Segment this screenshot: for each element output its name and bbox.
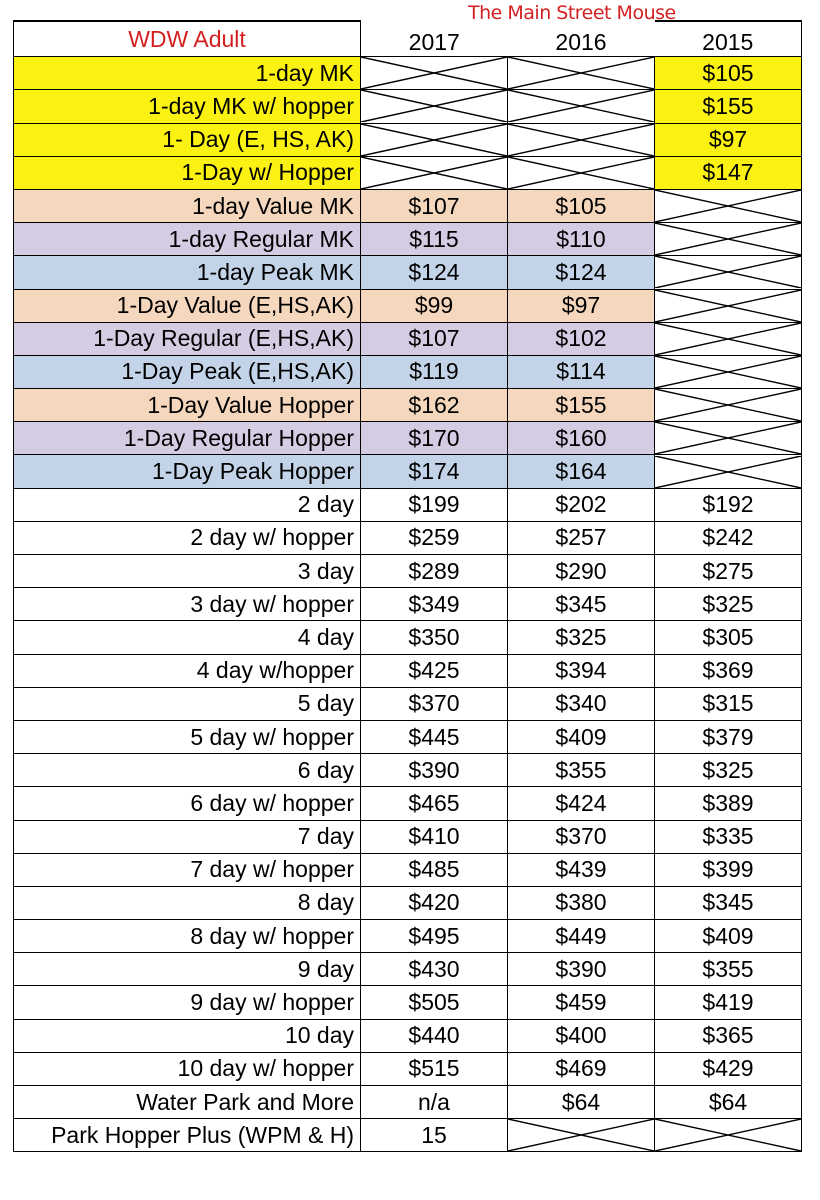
row-label: 1-day MK w/ hopper bbox=[14, 90, 361, 123]
row-label: 9 day w/ hopper bbox=[14, 986, 361, 1019]
price-cell-2017: $390 bbox=[361, 754, 508, 787]
year-header-2017: 2017 bbox=[361, 21, 508, 57]
row-label: 2 day bbox=[14, 488, 361, 521]
price-cell-2016: $257 bbox=[508, 521, 655, 554]
price-cell-2017: $515 bbox=[361, 1052, 508, 1085]
table-row bbox=[14, 986, 802, 1019]
price-cell-2015: $192 bbox=[655, 488, 802, 521]
price-cell-2016: $105 bbox=[508, 189, 655, 222]
table-row bbox=[14, 1052, 802, 1085]
price-cell-2017: $505 bbox=[361, 986, 508, 1019]
price-cell-2017: $124 bbox=[361, 256, 508, 289]
table-row bbox=[14, 720, 802, 753]
not-applicable-cross-cell bbox=[655, 422, 802, 455]
price-cell-2015: $147 bbox=[655, 156, 802, 189]
row-label: 10 day w/ hopper bbox=[14, 1052, 361, 1085]
price-cell-2016: $439 bbox=[508, 853, 655, 886]
row-label: 1-day Value MK bbox=[14, 189, 361, 222]
row-label: Water Park and More bbox=[14, 1086, 361, 1119]
table-row bbox=[14, 123, 802, 156]
price-cell-2016: $110 bbox=[508, 223, 655, 256]
table-row bbox=[14, 322, 802, 355]
row-label: 1-Day Value (E,HS,AK) bbox=[14, 289, 361, 322]
ticket-price-table bbox=[13, 20, 802, 1152]
price-cell-2015: $355 bbox=[655, 953, 802, 986]
price-cell-2016: $345 bbox=[508, 588, 655, 621]
table-row bbox=[14, 355, 802, 388]
table-row bbox=[14, 588, 802, 621]
table-row bbox=[14, 455, 802, 488]
price-cell-2016: $114 bbox=[508, 355, 655, 388]
table-row bbox=[14, 1019, 802, 1052]
table-row bbox=[14, 289, 802, 322]
price-cell-2017: $259 bbox=[361, 521, 508, 554]
price-cell-2017: $370 bbox=[361, 687, 508, 720]
table-row bbox=[14, 57, 802, 90]
not-applicable-cross-cell bbox=[361, 156, 508, 189]
header-row bbox=[14, 21, 802, 57]
row-label: 8 day w/ hopper bbox=[14, 920, 361, 953]
row-label: 6 day bbox=[14, 754, 361, 787]
not-applicable-cross-cell bbox=[361, 57, 508, 90]
not-applicable-cross-cell bbox=[361, 123, 508, 156]
price-cell-2015: $365 bbox=[655, 1019, 802, 1052]
not-applicable-cross-cell bbox=[508, 90, 655, 123]
price-cell-2016: $449 bbox=[508, 920, 655, 953]
price-cell-2017: $410 bbox=[361, 820, 508, 853]
table-row bbox=[14, 953, 802, 986]
row-label: 7 day bbox=[14, 820, 361, 853]
price-cell-2017: 15 bbox=[361, 1119, 508, 1152]
price-cell-2017: $162 bbox=[361, 389, 508, 422]
price-cell-2015: $379 bbox=[655, 720, 802, 753]
price-cell-2015: $275 bbox=[655, 555, 802, 588]
watermark-text: The Main Street Mouse bbox=[468, 2, 676, 24]
row-label: 1-day Regular MK bbox=[14, 223, 361, 256]
not-applicable-cross-cell bbox=[655, 389, 802, 422]
year-header-2015: 2015 bbox=[655, 21, 802, 57]
price-cell-2015: $429 bbox=[655, 1052, 802, 1085]
price-cell-2017: $115 bbox=[361, 223, 508, 256]
table-row bbox=[14, 654, 802, 687]
table-row bbox=[14, 223, 802, 256]
row-label: 1-Day Regular (E,HS,AK) bbox=[14, 322, 361, 355]
not-applicable-cross-cell bbox=[655, 256, 802, 289]
price-cell-2017: n/a bbox=[361, 1086, 508, 1119]
price-cell-2016: $160 bbox=[508, 422, 655, 455]
price-cell-2016: $290 bbox=[508, 555, 655, 588]
price-cell-2017: $99 bbox=[361, 289, 508, 322]
price-cell-2016: $370 bbox=[508, 820, 655, 853]
price-cell-2017: $485 bbox=[361, 853, 508, 886]
not-applicable-cross-cell bbox=[655, 355, 802, 388]
price-cell-2015: $409 bbox=[655, 920, 802, 953]
price-cell-2017: $350 bbox=[361, 621, 508, 654]
price-cell-2017: $425 bbox=[361, 654, 508, 687]
price-cell-2016: $409 bbox=[508, 720, 655, 753]
row-label: 4 day bbox=[14, 621, 361, 654]
price-cell-2016: $459 bbox=[508, 986, 655, 1019]
table-row bbox=[14, 1086, 802, 1119]
price-cell-2015: $325 bbox=[655, 754, 802, 787]
price-cell-2015: $97 bbox=[655, 123, 802, 156]
price-cell-2016: $164 bbox=[508, 455, 655, 488]
row-label: Park Hopper Plus (WPM & H) bbox=[14, 1119, 361, 1152]
price-cell-2017: $107 bbox=[361, 189, 508, 222]
table-row bbox=[14, 920, 802, 953]
row-label: 1-Day Peak (E,HS,AK) bbox=[14, 355, 361, 388]
price-cell-2017: $465 bbox=[361, 787, 508, 820]
table-row bbox=[14, 90, 802, 123]
table-row bbox=[14, 787, 802, 820]
price-cell-2016: $355 bbox=[508, 754, 655, 787]
price-cell-2015: $105 bbox=[655, 57, 802, 90]
not-applicable-cross-cell bbox=[655, 1119, 802, 1152]
price-cell-2017: $170 bbox=[361, 422, 508, 455]
table-row bbox=[14, 687, 802, 720]
price-cell-2017: $445 bbox=[361, 720, 508, 753]
not-applicable-cross-cell bbox=[508, 1119, 655, 1152]
row-label: 3 day w/ hopper bbox=[14, 588, 361, 621]
not-applicable-cross-cell bbox=[655, 322, 802, 355]
row-label: 1- Day (E, HS, AK) bbox=[14, 123, 361, 156]
price-cell-2017: $107 bbox=[361, 322, 508, 355]
row-label: 10 day bbox=[14, 1019, 361, 1052]
row-label: 5 day bbox=[14, 687, 361, 720]
row-label: 1-Day Regular Hopper bbox=[14, 422, 361, 455]
price-cell-2015: $305 bbox=[655, 621, 802, 654]
price-cell-2017: $119 bbox=[361, 355, 508, 388]
not-applicable-cross-cell bbox=[655, 189, 802, 222]
row-label: 1-Day w/ Hopper bbox=[14, 156, 361, 189]
table-row bbox=[14, 521, 802, 554]
table-row bbox=[14, 256, 802, 289]
price-cell-2016: $390 bbox=[508, 953, 655, 986]
price-cell-2015: $345 bbox=[655, 886, 802, 919]
not-applicable-cross-cell bbox=[361, 90, 508, 123]
price-cell-2017: $420 bbox=[361, 886, 508, 919]
price-cell-2015: $242 bbox=[655, 521, 802, 554]
price-cell-2015: $369 bbox=[655, 654, 802, 687]
row-label: 7 day w/ hopper bbox=[14, 853, 361, 886]
price-cell-2017: $495 bbox=[361, 920, 508, 953]
table-row bbox=[14, 621, 802, 654]
row-label: 3 day bbox=[14, 555, 361, 588]
table-row bbox=[14, 488, 802, 521]
table-title: WDW Adult bbox=[14, 21, 361, 57]
table-row bbox=[14, 422, 802, 455]
price-cell-2015: $64 bbox=[655, 1086, 802, 1119]
not-applicable-cross-cell bbox=[655, 223, 802, 256]
price-cell-2015: $325 bbox=[655, 588, 802, 621]
price-cell-2017: $349 bbox=[361, 588, 508, 621]
year-header-2016: 2016 bbox=[508, 21, 655, 57]
price-cell-2015: $335 bbox=[655, 820, 802, 853]
price-cell-2016: $380 bbox=[508, 886, 655, 919]
price-cell-2017: $440 bbox=[361, 1019, 508, 1052]
price-cell-2016: $124 bbox=[508, 256, 655, 289]
price-cell-2016: $97 bbox=[508, 289, 655, 322]
table-row bbox=[14, 886, 802, 919]
row-label: 1-Day Value Hopper bbox=[14, 389, 361, 422]
row-label: 1-day Peak MK bbox=[14, 256, 361, 289]
not-applicable-cross-cell bbox=[655, 289, 802, 322]
not-applicable-cross-cell bbox=[508, 156, 655, 189]
price-cell-2015: $419 bbox=[655, 986, 802, 1019]
price-cell-2015: $399 bbox=[655, 853, 802, 886]
row-label: 2 day w/ hopper bbox=[14, 521, 361, 554]
table-row bbox=[14, 820, 802, 853]
price-cell-2016: $102 bbox=[508, 322, 655, 355]
price-cell-2016: $64 bbox=[508, 1086, 655, 1119]
price-cell-2016: $340 bbox=[508, 687, 655, 720]
price-cell-2016: $325 bbox=[508, 621, 655, 654]
not-applicable-cross-cell bbox=[655, 455, 802, 488]
row-label: 8 day bbox=[14, 886, 361, 919]
table-row bbox=[14, 189, 802, 222]
table-row bbox=[14, 1119, 802, 1152]
price-cell-2017: $199 bbox=[361, 488, 508, 521]
price-cell-2016: $155 bbox=[508, 389, 655, 422]
price-cell-2016: $394 bbox=[508, 654, 655, 687]
table-row bbox=[14, 389, 802, 422]
row-label: 1-Day Peak Hopper bbox=[14, 455, 361, 488]
row-label: 1-day MK bbox=[14, 57, 361, 90]
table-row bbox=[14, 555, 802, 588]
table-row bbox=[14, 754, 802, 787]
price-cell-2016: $424 bbox=[508, 787, 655, 820]
price-cell-2016: $202 bbox=[508, 488, 655, 521]
price-cell-2017: $174 bbox=[361, 455, 508, 488]
not-applicable-cross-cell bbox=[508, 57, 655, 90]
row-label: 6 day w/ hopper bbox=[14, 787, 361, 820]
not-applicable-cross-cell bbox=[508, 123, 655, 156]
price-cell-2016: $469 bbox=[508, 1052, 655, 1085]
row-label: 4 day w/hopper bbox=[14, 654, 361, 687]
table-row bbox=[14, 156, 802, 189]
price-cell-2015: $389 bbox=[655, 787, 802, 820]
price-cell-2015: $155 bbox=[655, 90, 802, 123]
row-label: 9 day bbox=[14, 953, 361, 986]
price-cell-2016: $400 bbox=[508, 1019, 655, 1052]
price-cell-2017: $430 bbox=[361, 953, 508, 986]
price-cell-2015: $315 bbox=[655, 687, 802, 720]
row-label: 5 day w/ hopper bbox=[14, 720, 361, 753]
price-cell-2017: $289 bbox=[361, 555, 508, 588]
table-row bbox=[14, 853, 802, 886]
